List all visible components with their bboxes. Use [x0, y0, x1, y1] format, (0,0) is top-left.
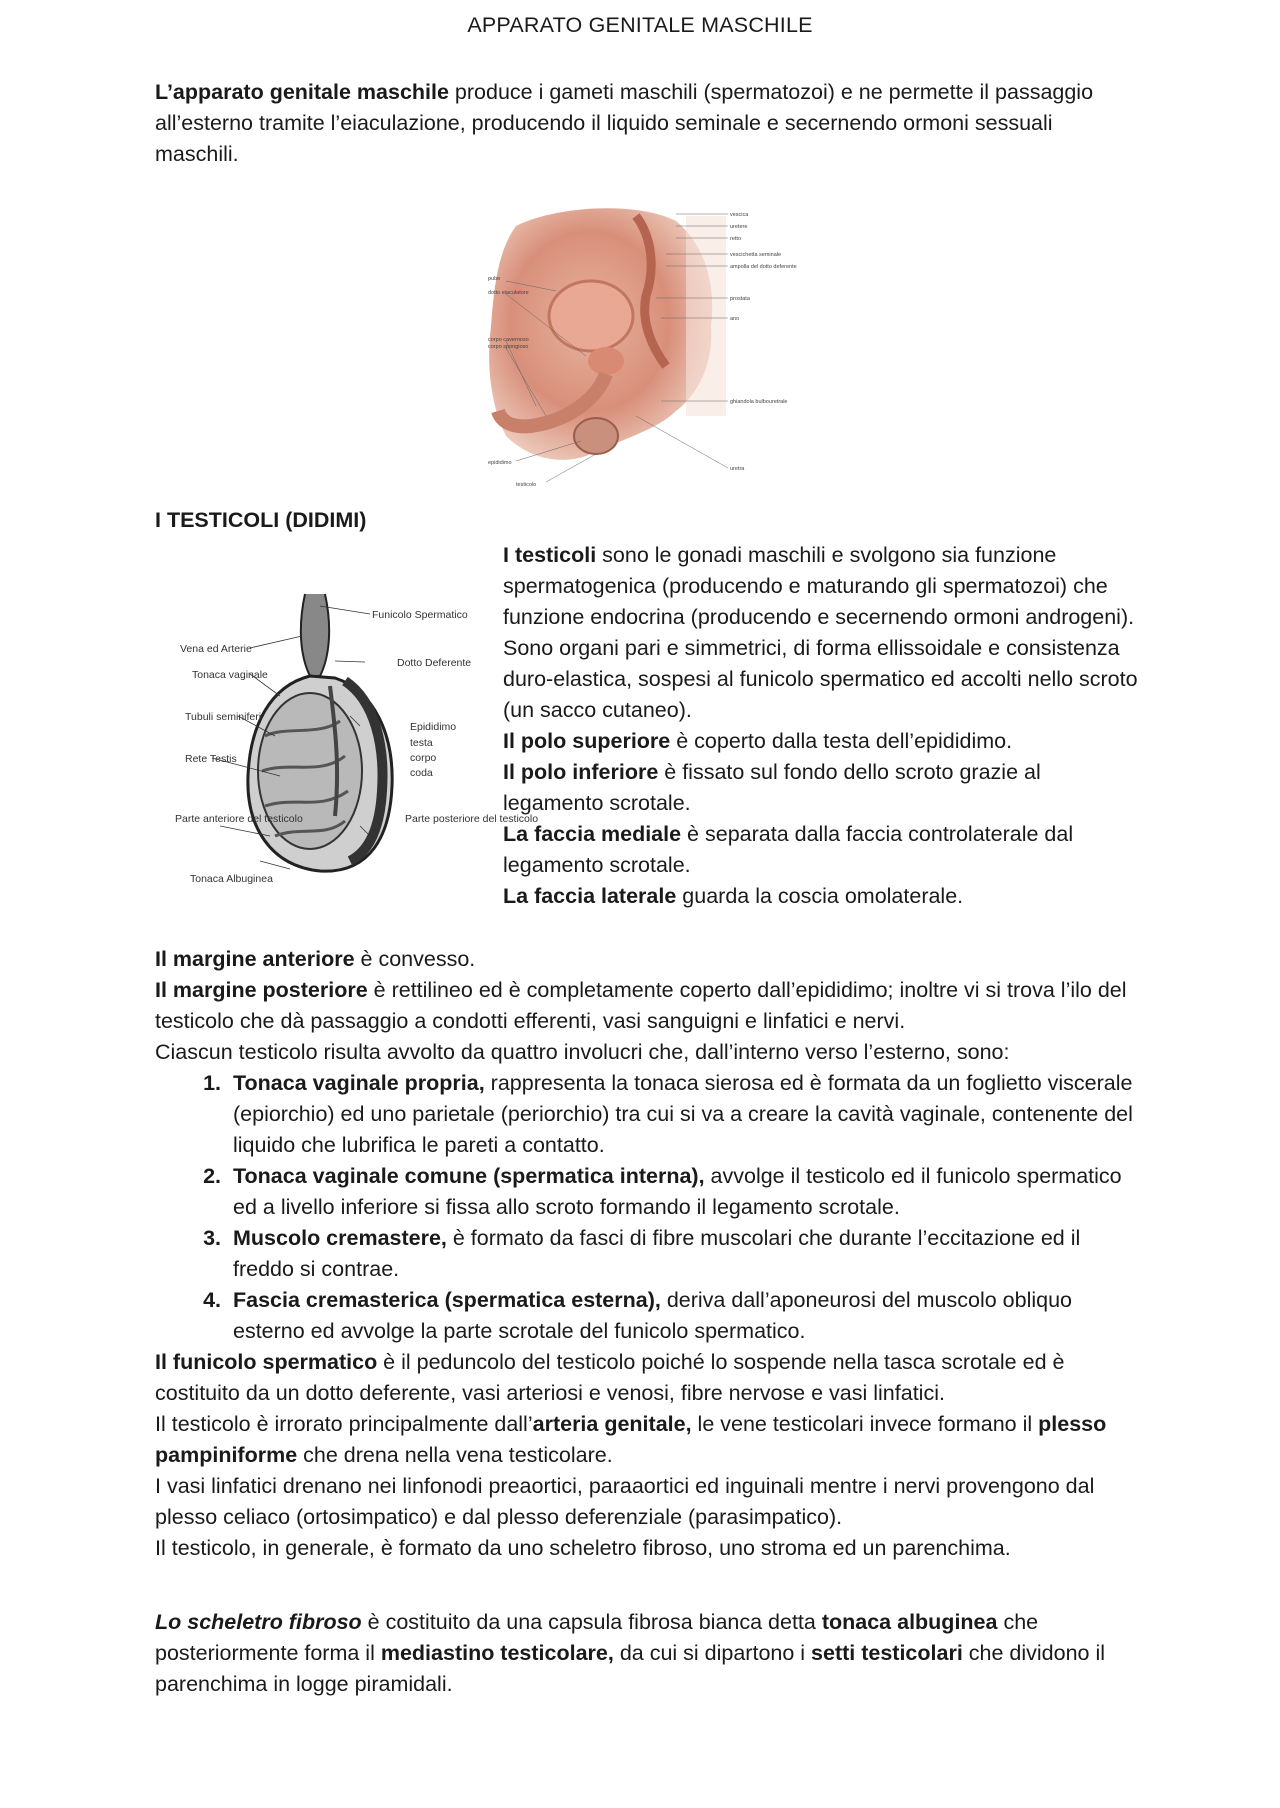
testis-label: testa [410, 737, 433, 749]
paragraph-text: deriva dall’aponeurosi del muscolo obliquo esterno ed avvolge la parte scrotale del funicolo spermatico. [233, 1288, 1073, 1343]
prostate-shape [588, 347, 624, 375]
section-heading-testicoli: I TESTICOLI (DIDIMI) [155, 508, 367, 532]
bold-term: Il margine anteriore [155, 947, 355, 971]
paragraph-text: che drena nella vena testicolare. [297, 1443, 613, 1467]
pelvis-label: uretere [730, 224, 748, 230]
pelvis-label: ano [730, 316, 740, 322]
paragraph-text: è il peduncolo del testicolo poiché lo sospende nella tasca scrotale ed è costituito da un dotto deferente, vasi arteriosi e venosi, fibre nervose e vasi linfatici. [155, 1350, 1065, 1405]
list-item [155, 1161, 1135, 1223]
bold-term: Il polo inferiore [503, 760, 659, 784]
paragraph-text: è rettilineo ed è completamente coperto dall’epididimo; inoltre vi si trova l’ilo del testicolo che dà passaggio a condotti efferenti, vasi sanguigni e linfatici e nervi. [155, 978, 1127, 1033]
testis-shape [574, 418, 618, 454]
paragraph-text: è formato da fasci di fibre muscolari che durante l’eccitazione ed il freddo si contrae. [233, 1226, 1081, 1281]
paragraph-text: che dividono il parenchima in logge piramidali. [155, 1641, 1106, 1696]
pelvis-label: corpo cavernoso [488, 337, 529, 343]
paragraph-text: avvolge il testicolo ed il funicolo spermatico ed a livello inferiore si fissa allo scroto formando il legamento scrotale. [233, 1164, 1122, 1219]
testis-label: Dotto Deferente [397, 657, 472, 669]
struttura-paragraph: Il testicolo, in generale, è formato da uno scheletro fibroso, uno stroma ed un parenchima. [155, 1536, 1011, 1560]
pelvis-label: uretra [730, 466, 745, 472]
testis-label: Tonaca Albuginea [190, 873, 273, 885]
pelvis-label: prostata [730, 296, 750, 302]
pelvis-label: retto [730, 236, 742, 242]
testis-label: Parte posteriore del testicolo [405, 813, 539, 825]
bold-term: La faccia mediale [503, 822, 682, 846]
list-item [155, 1285, 1135, 1347]
list-item [155, 1068, 1135, 1161]
testis-label: Funicolo Spermatico [372, 609, 468, 621]
paragraph-text: rappresenta la tonaca sierosa ed è formata da un foglietto viscerale (epiorchio) ed uno parietale (periorchio) tra cui si va a creare la cavità vaginale, contenente del liquido che lubrifica le pareti a contatto. [233, 1071, 1133, 1157]
involucri-list [155, 1068, 1135, 1347]
testis-label: Parte anteriore del testicolo [175, 813, 303, 825]
testis-diagram-figure [170, 586, 539, 896]
involucri-intro: Ciascun testicolo risulta avvolto da quattro involucri che, dall’interno verso l’esterno, sono: [155, 1040, 1010, 1064]
bold-term: I testicoli [503, 543, 597, 567]
scheletro-section [155, 1607, 1135, 1700]
paragraph-text: sono le gonadi maschili e svolgono sia funzione spermatogenica (producendo e maturando gli spermatozoi) che funzione endocrina (producendo e secernendo ormoni androgeni). [503, 543, 1135, 629]
bold-term: tonaca albuginea [821, 1610, 998, 1634]
pelvis-label: epididimo [488, 460, 512, 466]
bold-term: Fascia cremasterica (spermatica esterna), [233, 1288, 661, 1312]
paragraph-text: da cui si dipartono i [613, 1641, 812, 1665]
testis-label: Epididimo [410, 721, 457, 733]
pelvis-label: vescica [730, 212, 749, 218]
pelvis-label: dotto eiaculatore [488, 290, 529, 296]
bold-term: Il polo superiore [503, 729, 671, 753]
bold-term: arteria genitale, [532, 1412, 692, 1436]
paragraph-text: le vene testicolari invece formano il [691, 1412, 1039, 1436]
testis-label: Tubuli seminiferi [185, 711, 262, 723]
paragraph-text: è fissato sul fondo dello scroto grazie al legamento scrotale. [503, 760, 1041, 815]
list-number: 3. [203, 1226, 221, 1250]
testicoli-description [503, 540, 1143, 912]
testicoli-paragraph [503, 540, 1143, 633]
list-number: 1. [203, 1071, 221, 1095]
pelvis-label: testicolo [516, 482, 537, 488]
list-item [155, 1223, 1135, 1285]
pelvis-sagittal-figure [486, 206, 800, 492]
bold-term: Tonaca vaginale propria, [233, 1071, 485, 1095]
margine-posteriore [155, 975, 1135, 1037]
testicoli-paragraph [503, 633, 1143, 726]
bold-term: plesso pampiniforme [155, 1412, 1107, 1467]
testicoli-paragraph [503, 819, 1143, 881]
pelvis-label: ampolla del dotto deferente [730, 264, 797, 270]
paragraph-text: è separata dalla faccia controlaterale dal legamento scrotale. [503, 822, 1074, 877]
bold-term: Tonaca vaginale comune (spermatica interna), [233, 1164, 705, 1188]
scheletro-paragraph [155, 1607, 1135, 1700]
irrorazione-paragraph [155, 1409, 1135, 1471]
bold-term: Muscolo cremastere, [233, 1226, 447, 1250]
list-number: 4. [203, 1288, 221, 1312]
paragraph-text: guarda la coscia omolaterale. [676, 884, 964, 908]
paragraph-text: è coperto dalla testa dell’epididimo. [670, 729, 1013, 753]
page-title: APPARATO GENITALE MASCHILE [467, 13, 813, 37]
list-number: 2. [203, 1164, 221, 1188]
pelvis-label: vescichetta seminale [730, 252, 782, 258]
pelvis-label: pube [488, 276, 501, 282]
intro-text: produce i gameti maschili (spermatozoi) e ne permette il passaggio all’esterno tramite l’eiaculazione, producendo il liquido seminale e secernendo ormoni sessuali maschili. [155, 80, 1094, 166]
margine-anteriore [155, 944, 1135, 975]
main-body [155, 944, 1135, 1564]
paragraph-text: Sono organi pari e simmetrici, di forma ellissoidale e consistenza duro-elastica, sospesi al funicolo spermatico ed accolti nello scroto (un sacco cutaneo). [503, 636, 1138, 722]
bold-term: Il margine posteriore [155, 978, 368, 1002]
bold-italic-term: Lo scheletro fibroso [155, 1610, 362, 1634]
paragraph-text: Il testicolo è irrorato principalmente dall’ [155, 1412, 533, 1436]
testis-label: Rete Testis [185, 753, 237, 765]
bold-term: La faccia laterale [503, 884, 677, 908]
bold-term: mediastino testicolare, [380, 1641, 614, 1665]
testicoli-paragraph [503, 757, 1143, 819]
pelvis-label: corpo spongioso [488, 344, 529, 350]
paragraph-text: è convesso. [354, 947, 476, 971]
pelvis-label: ghiandola bulbouretrale [730, 399, 788, 405]
funicolo-paragraph [155, 1347, 1135, 1409]
testis-label: corpo [410, 752, 437, 764]
testicoli-paragraph [503, 726, 1143, 757]
bold-term: setti testicolari [811, 1641, 963, 1665]
bladder-shape [549, 281, 633, 351]
paragraph-text: è costituito da una capsula fibrosa bianca detta [361, 1610, 822, 1634]
testicoli-paragraph [503, 881, 1143, 912]
testis-label: Vena ed Arterie [180, 643, 252, 655]
bold-term: Il funicolo spermatico [155, 1350, 378, 1374]
paragraph-text: che posteriormente forma il [155, 1610, 1039, 1665]
testis-label: coda [410, 767, 433, 779]
testis-label: Tonaca vaginale [192, 669, 268, 681]
intro-paragraph [155, 77, 1115, 170]
linfatici-paragraph: I vasi linfatici drenano nei linfonodi preaortici, paraaortici ed inguinali mentre i nervi provengono dal plesso celiaco (ortosimpatico) e dal plesso deferenziale (parasimpatico). [155, 1474, 1095, 1529]
intro-bold: L’apparato genitale maschile [155, 80, 449, 104]
